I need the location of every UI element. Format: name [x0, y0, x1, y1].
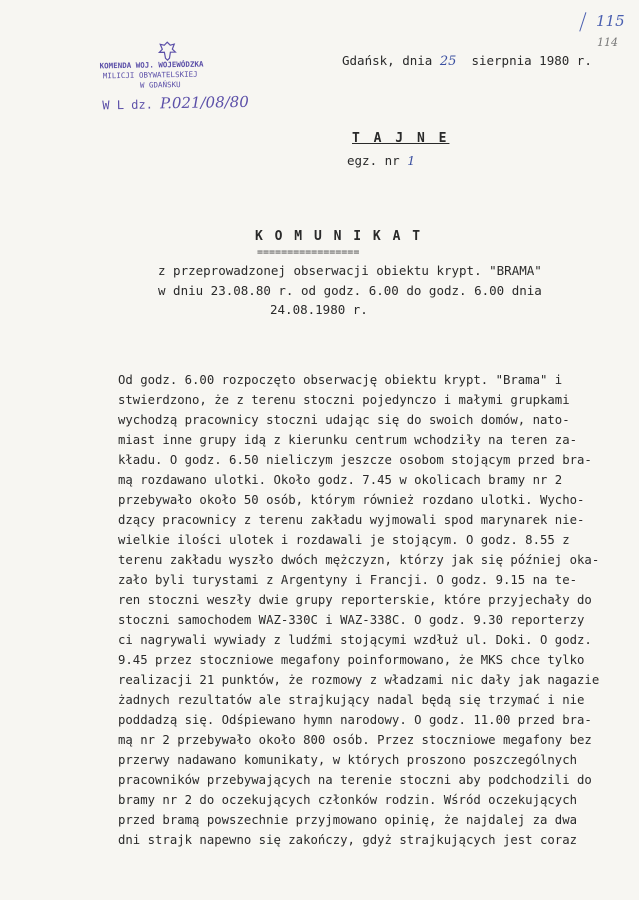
body-line: miast inne grupy idą z kierunku centrum wchodziły na teren za- — [118, 433, 578, 447]
body-line: przed bramą powszechnie przyjmowano opinię, że najdalej za dwa — [118, 813, 578, 827]
body-line: wychodzą pracownicy stoczni udając się do swoich domów, nato- — [118, 413, 570, 427]
body-line: stwierdzono, że z terenu stoczni pojedynczo i małymi grupkami — [118, 393, 570, 407]
body-line: dzący pracownicy z terenu zakładu wyjmowali spod marynarek nie- — [118, 513, 585, 527]
copy-number — [347, 153, 415, 168]
document-title: K O M U N I K A T — [255, 229, 423, 244]
office-stamp — [99, 39, 261, 137]
subtitle-line-2: w dniu 23.08.80 r. od godz. 6.00 do godz. 6.00 dnia — [158, 283, 542, 298]
stamp-line-2: MILICJI OBYWATELSKIEJ — [102, 69, 198, 81]
body-line: mą rozdawano ulotki. Około godz. 7.45 w okolicach bramy nr 2 — [118, 473, 563, 487]
page-number: 115 — [596, 12, 625, 30]
stamp-registry-label: W L dz. — [102, 97, 153, 113]
stamp-registry-number: P.021/08/80 — [159, 92, 249, 113]
body-line: przerwy nadawano komunikaty, w których proszono poszczególnych — [118, 753, 578, 767]
body-line: zało byli turystami z Argentyny i Francji. O godz. 9.15 na te- — [118, 573, 578, 587]
date-day: 25 — [439, 54, 457, 69]
body-line: dni strajk napewno się zakończy, gdyż strajkujących jest coraz — [118, 833, 578, 847]
place-date-prefix: Gdańsk, dnia — [342, 53, 433, 68]
stamp-line-3: W GDAŃSKU — [139, 79, 181, 90]
body-line: mą nr 2 przebywało około 800 osób. Przez stoczniowe megafony bez — [118, 733, 592, 747]
subtitle-line-3: 24.08.1980 r. — [270, 302, 368, 317]
body-line: przebywało około 50 osób, którym również rozdano ulotki. Wycho- — [118, 493, 585, 507]
body-line: 9.45 przez stoczniowe megafony poinformowano, że MKS chce tylko — [118, 653, 585, 667]
body-line: ren stoczni weszły dwie grupy reporterskie, które przyjechały do — [118, 593, 592, 607]
body-line: żadnych rezultatów ale strajkujący nadal będą się trzymać i nie — [118, 693, 585, 707]
date-month-year: sierpnia 1980 r. — [471, 53, 592, 68]
body-line: kładu. O godz. 6.50 nieliczym jeszcze osobom stojącym przed bra- — [118, 453, 592, 467]
body-line: stoczni samochodem WAZ-330C i WAZ-338C. O godz. 9.30 reporterzy — [118, 613, 585, 627]
copy-label: egz. nr — [347, 153, 400, 168]
copy-value: 1 — [407, 153, 416, 168]
subtitle-line-1: z przeprowadzonej obserwacji obiektu krypt. "BRAMA" — [158, 263, 542, 278]
body-line: Od godz. 6.00 rozpoczęto obserwację obiektu krypt. "Brama" i — [118, 373, 563, 387]
title-underline: ================= — [257, 247, 360, 258]
eagle-emblem-icon — [157, 40, 177, 62]
body-line: wielkie ilości ulotek i rozdawali je stojącym. O godz. 8.55 z — [118, 533, 570, 547]
body-line: poddadzą się. Odśpiewano hymn narodowy. O godz. 11.00 przed bra- — [118, 713, 592, 727]
body-line: realizacji 21 punktów, że rozmowy z władzami nic dały jak nagazie — [118, 673, 600, 687]
page-number-alt: 114 — [597, 36, 618, 49]
body-line: ci nagrywali wywiady z ludźmi stojącymi wzdłuż ul. Doki. O godz. — [118, 633, 592, 647]
body-line: terenu zakładu wyszło dwóch mężczyzn, którzy jak się później oka- — [118, 553, 600, 567]
place-date — [342, 53, 592, 69]
stamp-line-1: KOMENDA WOJ. WOJEWÓDZKA — [99, 59, 204, 71]
body-line: bramy nr 2 do oczekujących członków rodzin. Wśród oczekujących — [118, 793, 578, 807]
stamp-registry — [102, 92, 249, 113]
body-line: pracowników przebywających na terenie stoczni aby podchodzili do — [118, 773, 592, 787]
classification-mark: T A J N E — [352, 131, 450, 146]
